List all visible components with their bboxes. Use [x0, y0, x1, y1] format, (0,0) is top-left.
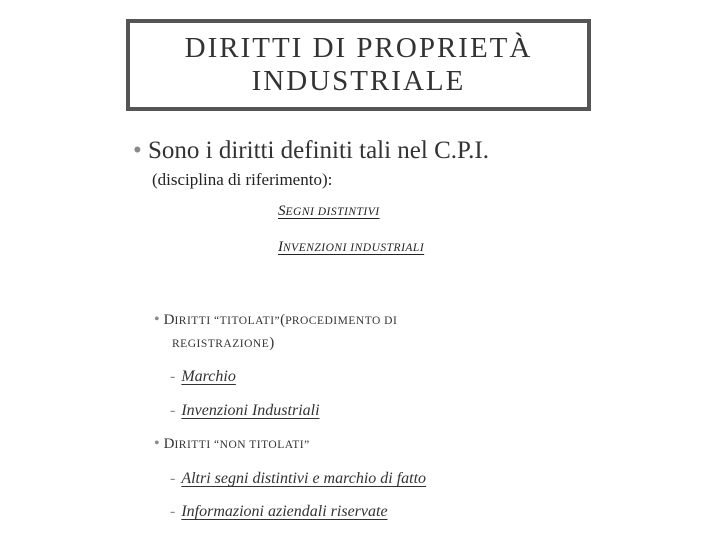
- category-initial: S: [278, 203, 286, 219]
- dash-icon: -: [170, 402, 176, 419]
- dash-icon: -: [170, 503, 176, 520]
- section-non-titolati-heading: [154, 435, 310, 453]
- intro-sub: (disciplina di riferimento):: [152, 170, 333, 189]
- dash-icon: -: [170, 368, 176, 385]
- category-segni: [278, 203, 380, 220]
- list-item-altri-segni: [170, 470, 426, 488]
- title-line-2: INDUSTRIALE: [251, 65, 466, 97]
- intro-main: [133, 137, 489, 165]
- intro-main-text: Sono i diritti definiti tali nel C.P.I.: [148, 137, 489, 164]
- bullet-icon: •: [154, 435, 160, 452]
- list-item-marchio: [170, 368, 236, 386]
- list-item-text: Invenzioni Industriali: [181, 402, 320, 419]
- bullet-icon: •: [133, 137, 142, 164]
- proc-initial: P: [285, 313, 292, 327]
- category-rest: NVENZIONI INDUSTRIALI: [283, 242, 425, 254]
- paren-close: ): [269, 335, 275, 351]
- list-item-text: Marchio: [181, 368, 236, 385]
- proc-rest: ROCEDIMENTO DI: [291, 315, 398, 327]
- list-item-invenzioni: [170, 402, 320, 420]
- section-titolati-heading-line2: [172, 334, 274, 352]
- heading-initial: D: [163, 436, 175, 452]
- bullet-icon: •: [154, 311, 160, 328]
- heading-rest: IRITTI “NON TITOLATI”: [174, 439, 310, 451]
- heading-initial: D: [163, 312, 175, 328]
- category-initial: I: [278, 239, 283, 255]
- heading-line2: REGISTRAZIONE: [172, 338, 270, 350]
- title-line-1: DIRITTI DI PROPRIETÀ: [184, 32, 533, 64]
- category-rest: EGNI DISTINTIVI: [285, 206, 380, 218]
- list-item-text: Informazioni aziendali riservate: [181, 503, 388, 520]
- section-titolati-heading: [154, 311, 397, 329]
- category-invenzioni: [278, 239, 424, 256]
- list-item-text: Altri segni distintivi e marchio di fatto: [181, 470, 427, 487]
- list-item-informazioni: [170, 503, 388, 521]
- dash-icon: -: [170, 470, 176, 487]
- heading-rest: IRITTI “TITOLATI”: [174, 315, 281, 327]
- paren-open: (: [280, 312, 286, 328]
- title-box: [126, 19, 591, 111]
